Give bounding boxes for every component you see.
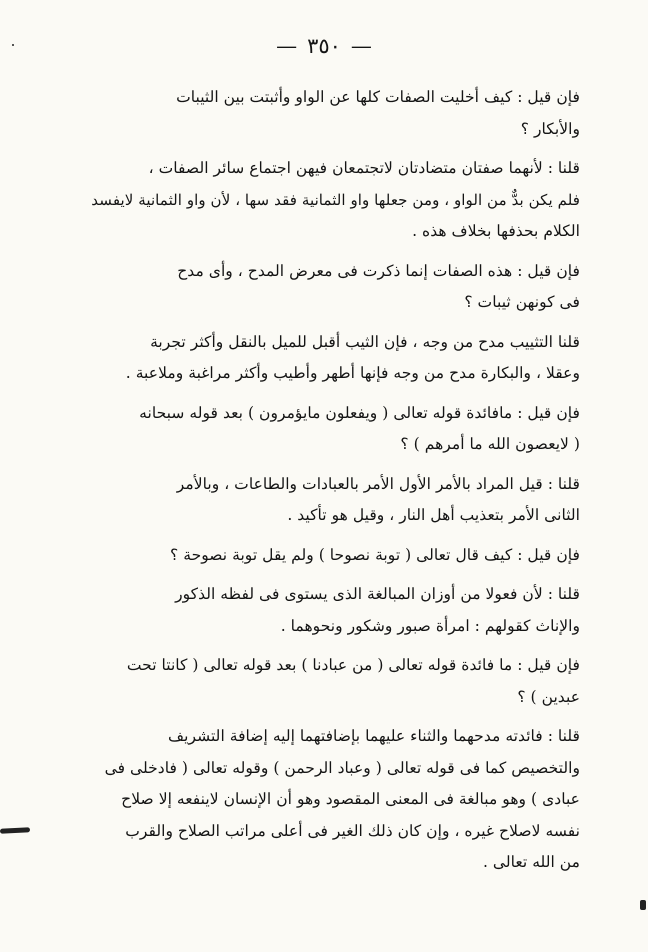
paragraph (88, 579, 580, 642)
text-line: قلنا : لأنهما صفتان متضادتان لاتجتمعان فيهن اجتماع سائر الصفات ، (148, 159, 580, 177)
paragraph (88, 469, 580, 532)
text-line: قلنا : فائدته مدحهما والثناء عليهما بإضافتهما إليه إضافة التشريف (167, 727, 580, 745)
scan-mark-left (0, 827, 30, 834)
text-line: الثانى الأمر بتعذيب أهل النار ، وقيل هو تأكيد . (287, 506, 580, 524)
text-line: قلنا : لأن فعولا من أوزان المبالغة الذى يستوى فى لفظه الذكور (175, 585, 580, 603)
text-line: قلنا : قيل المراد بالأمر الأول الأمر بالعبادات والطاعات ، وبالأمر (176, 474, 580, 493)
text-line: والأبكار ؟ (520, 119, 580, 138)
scan-mark-right (640, 900, 646, 910)
page-number-value: ٣٥٠ (307, 34, 341, 58)
page-body (88, 82, 580, 887)
text-line: نفسه لاصلاح غيره ، وإن كان ذلك الغير فى أعلى مراتب الصلاح والقرب (125, 821, 580, 840)
page-number-dash-left: — (276, 34, 298, 58)
text-line: فإن قيل : كيف أخليت الصفات كلها عن الواو وأثبتت بين الثيبات (176, 88, 580, 106)
text-line: فإن قيل : مافائدة قوله تعالى ( ويفعلون مايؤمرون ) بعد قوله سبحانه (139, 403, 580, 422)
page-number-dash-right: — (350, 34, 372, 58)
text-line: فإن قيل : هذه الصفات إنما ذكرت فى معرض المدح ، وأى مدح (177, 261, 580, 280)
text-line: والإناث كقولهم : امرأة صبور وشكور ونحوهما . (280, 616, 580, 635)
paragraph (88, 82, 580, 145)
paragraph (88, 256, 580, 319)
text-line: الكلام بحذفها بخلاف هذه . (412, 222, 580, 240)
paragraph (88, 398, 580, 461)
text-line: ( لايعصون الله ما أمرهم ) ؟ (400, 435, 580, 453)
paragraph (88, 153, 580, 248)
text-line: عبادى ) وهو مبالغة فى المعنى المقصود وهو أن الإنسان لاينفعه إلا صلاح (121, 790, 580, 808)
text-line: قلنا التثييب مدح من وجه ، فإن الثيب أقبل للميل بالنقل وأكثر تجربة (150, 332, 580, 351)
paragraph (88, 540, 580, 572)
text-line: وعقلا ، والبكارة مدح من وجه فإنها أطهر وأطيب وأكثر مراغبة وملاعبة . (125, 364, 580, 382)
text-line: من الله تعالى . (482, 853, 580, 871)
text-line: فإن قيل : كيف قال تعالى ( توبة نصوحا ) ولم يقل توبة نصوحة ؟ (169, 545, 580, 564)
paragraph (88, 327, 580, 390)
text-line: فى كونهن ثيبات ؟ (464, 293, 580, 311)
paragraph (88, 721, 580, 879)
text-line: فلم يكن بدٌّ من الواو ، ومن جعلها واو الثمانية فقد سها ، لأن واو الثمانية لايفسد (91, 190, 580, 209)
paragraph (88, 650, 580, 713)
text-line: فإن قيل : ما فائدة قوله تعالى ( من عبادنا ) بعد قوله تعالى ( كانتا تحت (126, 656, 580, 674)
text-line: والتخصيص كما فى قوله تعالى ( وعباد الرحمن ) وقوله تعالى ( فادخلى فى (104, 758, 580, 777)
page-number (0, 34, 648, 58)
text-line: عبدين ) ؟ (517, 687, 580, 706)
